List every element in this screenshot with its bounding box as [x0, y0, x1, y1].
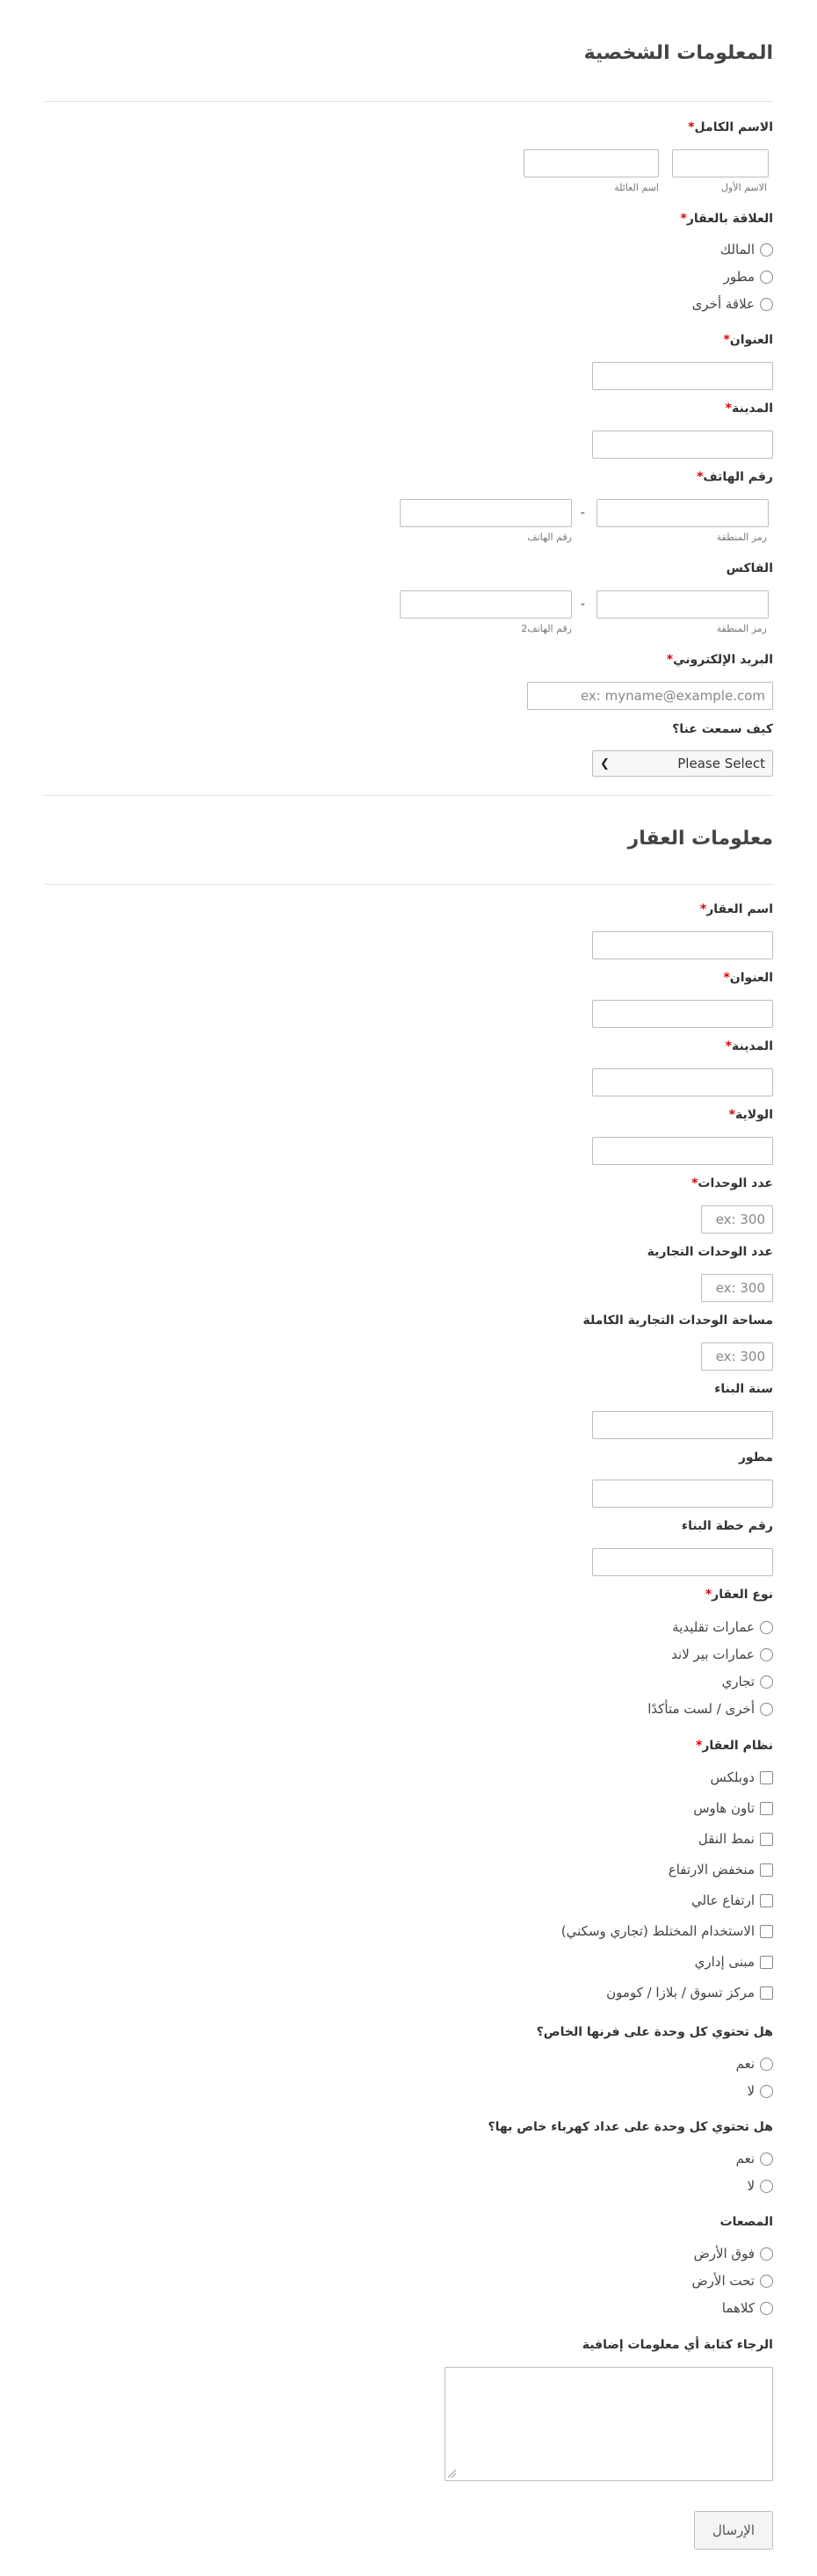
property-city-input[interactable] [592, 1068, 773, 1096]
fax-dash: - [580, 596, 585, 611]
checkbox[interactable] [760, 1833, 773, 1846]
checkbox[interactable] [760, 1986, 773, 2000]
radio-button[interactable] [760, 1621, 773, 1634]
radio-button[interactable] [760, 2153, 773, 2166]
commercial-area-label: مساحة الوحدات التجارية الكاملة [582, 1313, 773, 1328]
radio-button[interactable] [760, 1675, 773, 1689]
developer-input[interactable] [592, 1480, 773, 1508]
elevators-option-above[interactable]: فوق الأرض [694, 2247, 773, 2261]
commercial-units-input[interactable] [701, 1274, 773, 1302]
radio-button[interactable] [760, 2247, 773, 2261]
checkbox[interactable] [760, 1771, 773, 1784]
plan-number-label: رقم خطة البناء [681, 1519, 773, 1533]
checkbox[interactable] [760, 1956, 773, 1969]
developer-label: مطور [738, 1451, 773, 1465]
checkbox[interactable] [760, 1863, 773, 1877]
email-label: *البريد الإلكتروني [666, 653, 773, 667]
radio-button[interactable] [760, 298, 773, 311]
email-placeholder: ex: myname@example.com [580, 688, 765, 704]
section-divider [44, 795, 773, 796]
phone-label: *رقم الهاتف [697, 470, 773, 484]
commercial-area-input[interactable] [701, 1342, 773, 1371]
address-input[interactable] [592, 362, 773, 390]
first-name-sublabel: الاسم الأول [721, 182, 767, 193]
radio-button[interactable] [760, 2058, 773, 2071]
heard-label: كيف سمعت عنا؟ [672, 722, 773, 736]
meter-label: هل تحتوي كل وحدة على عداد كهرباء خاص بها؟ [488, 2120, 773, 2134]
type-option-bareland[interactable]: عمارات بير لاند [671, 1648, 773, 1661]
commercial-units-placeholder: ex: 300 [715, 1280, 765, 1296]
plan-number-input[interactable] [592, 1548, 773, 1576]
property-system-label: *نظام العقار [696, 1739, 773, 1753]
submit-button[interactable]: الإرسال [694, 2511, 773, 2550]
heard-select[interactable] [592, 750, 773, 777]
heard-select-value: Please Select [677, 756, 765, 771]
property-city-label: *المدينة [725, 1039, 773, 1053]
email-input[interactable] [527, 682, 773, 710]
units-placeholder: ex: 300 [715, 1212, 765, 1227]
property-address-input[interactable] [592, 1000, 773, 1028]
notes-label: الرجاء كتابة أي معلومات إضافية [582, 2338, 773, 2352]
property-state-label: *الولاية [728, 1108, 773, 1122]
fax-number-sublabel: رقم الهاتف2 [521, 623, 572, 634]
property-name-label: *اسم العقار [699, 902, 773, 916]
personal-section-title: المعلومات الشخصية [583, 42, 773, 64]
oven-option-no[interactable]: لا [747, 2085, 773, 2098]
relation-label: *العلاقة بالعقار [680, 212, 773, 226]
radio-button[interactable] [760, 1648, 773, 1661]
type-option-commercial[interactable]: تجاري [722, 1675, 773, 1689]
property-state-input[interactable] [592, 1137, 773, 1165]
radio-button[interactable] [760, 2085, 773, 2098]
phone-number-input[interactable] [400, 499, 572, 527]
chevron-down-icon: ❮ [600, 756, 610, 771]
full-name-label: *الاسم الكامل [688, 120, 773, 134]
system-option-office[interactable]: مبنى إداري [695, 1956, 773, 1969]
radio-button[interactable] [760, 2302, 773, 2315]
meter-option-yes[interactable]: نعم [736, 2153, 773, 2166]
phone-dash: - [580, 504, 585, 520]
build-year-input[interactable] [592, 1411, 773, 1439]
section-divider [44, 101, 773, 102]
build-year-label: سنة البناء [714, 1382, 773, 1396]
commercial-area-placeholder: ex: 300 [715, 1349, 765, 1364]
property-type-label: *نوع العقار [705, 1588, 773, 1602]
checkbox[interactable] [760, 1894, 773, 1907]
relation-option-owner[interactable]: المالك [720, 243, 773, 257]
relation-option-other[interactable]: علاقة أخرى [692, 298, 773, 311]
radio-button[interactable] [760, 243, 773, 257]
phone-area-sublabel: رمز المنطقة [716, 532, 767, 543]
type-option-other[interactable]: أخرى / لست متأكدًا [647, 1703, 773, 1716]
radio-button[interactable] [760, 1703, 773, 1716]
first-name-input[interactable] [672, 149, 769, 177]
radio-button[interactable] [760, 271, 773, 284]
city-input[interactable] [592, 431, 773, 459]
fax-area-code-input[interactable] [596, 590, 769, 619]
fax-number-input[interactable] [400, 590, 572, 619]
phone-area-code-input[interactable] [596, 499, 769, 527]
type-option-traditional[interactable]: عمارات تقليدية [672, 1621, 773, 1634]
meter-option-no[interactable]: لا [747, 2180, 773, 2193]
checkbox[interactable] [760, 1802, 773, 1815]
required-mark: * [688, 120, 695, 134]
system-option-mixed-use[interactable]: الاستخدام المختلط (تجاري وسكني) [561, 1925, 773, 1938]
radio-button[interactable] [760, 2180, 773, 2193]
system-option-duplex[interactable]: دوبلكس [711, 1771, 773, 1784]
fax-label: الفاكس [726, 561, 773, 575]
address-label: *العنوان [723, 333, 773, 347]
phone-number-sublabel: رقم الهاتف [527, 532, 572, 543]
elevators-label: المصعات [719, 2215, 773, 2229]
units-input[interactable] [701, 1205, 773, 1234]
property-address-label: *العنوان [723, 971, 773, 985]
checkbox[interactable] [760, 1925, 773, 1938]
last-name-input[interactable] [524, 149, 659, 177]
system-option-transport-style[interactable]: نمط النقل [698, 1833, 773, 1846]
radio-button[interactable] [760, 2275, 773, 2288]
commercial-units-label: عدد الوحدات التجارية [647, 1245, 773, 1259]
elevators-option-below[interactable]: تحت الأرض [692, 2275, 773, 2288]
notes-textarea[interactable] [445, 2367, 773, 2481]
property-section-title: معلومات العقار [627, 828, 773, 850]
system-option-townhouse[interactable]: تاون هاوس [693, 1802, 773, 1815]
system-option-mall[interactable]: مركز تسوق / بلازا / كومون [606, 1986, 773, 2000]
units-label: *عدد الوحدات [691, 1176, 773, 1190]
oven-label: هل تحتوي كل وحدة على فرنها الخاص؟ [536, 2025, 773, 2039]
elevators-option-both[interactable]: كلاهما [722, 2302, 773, 2315]
system-option-low-rise[interactable]: منخفض الارتفاع [669, 1863, 773, 1877]
property-name-input[interactable] [592, 931, 773, 959]
relation-option-developer[interactable]: مطور [724, 271, 773, 284]
oven-option-yes[interactable]: نعم [736, 2058, 773, 2071]
fax-area-sublabel: رمز المنطقة [716, 623, 767, 634]
section-divider [44, 884, 773, 885]
system-option-high-rise[interactable]: ارتفاع عالي [691, 1894, 773, 1907]
last-name-sublabel: اسم العائلة [614, 182, 659, 193]
city-label: *المدينة [725, 402, 773, 416]
resize-grip-icon[interactable] [447, 2469, 457, 2478]
